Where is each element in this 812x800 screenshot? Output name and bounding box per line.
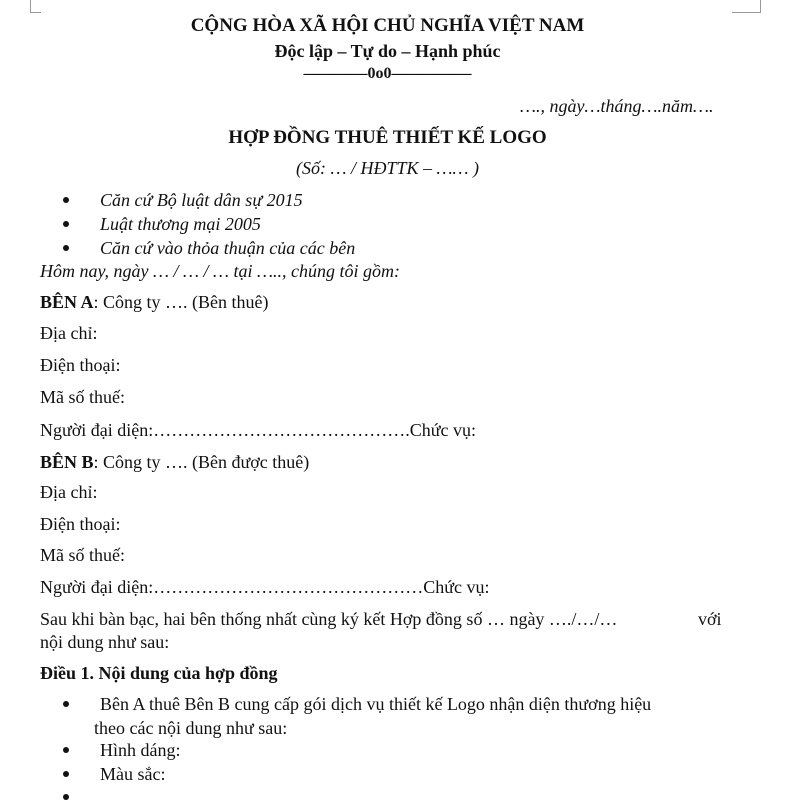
party-b-line [40,451,309,473]
header-separator: ――――0o0――――― [303,65,472,82]
intro-line: Hôm nay, ngày … / … / … tại ….., chúng tôi gồm: [40,261,400,281]
article-1-item: Bên A thuê Bên B cung cấp gói dịch vụ thiết kế Logo nhận diện thương hiệu [100,694,652,714]
article-1-item: Hình dáng: [100,740,181,760]
party-b-tax-code: Mã số thuế: [40,545,125,565]
legal-basis-item: Căn cứ Bộ luật dân sự 2015 [100,190,303,210]
bullet-icon [63,794,69,800]
article-1-heading: Điều 1. Nội dung của hợp đồng [40,663,278,683]
agreement-line-1-end: với [698,609,722,629]
legal-basis-item: Căn cứ vào thỏa thuận của các bên [100,238,356,258]
bullet-icon [63,245,69,251]
party-a-desc: : Công ty …. (Bên thuê) [93,292,269,312]
contract-number: (Số: … / HĐTTK – …… ) [295,158,480,178]
bullet-icon [63,747,69,753]
party-b-label: BÊN B [40,452,94,472]
article-1-item-continuation: theo các nội dung như sau: [94,718,288,738]
agreement-line-1: Sau khi bàn bạc, hai bên thống nhất cùng ký kết Hợp đồng số … ngày …./…/… [40,609,618,629]
party-b-phone: Điện thoại: [40,514,121,534]
article-1-item: Màu sắc: [100,764,166,784]
party-b-address: Địa chỉ: [40,482,98,502]
bullet-icon [63,701,69,707]
national-motto: Độc lập – Tự do – Hạnh phúc [274,41,501,61]
agreement-line-2: nội dung như sau: [40,632,170,652]
bullet-icon [63,221,69,227]
party-b-desc: : Công ty …. (Bên được thuê) [93,452,310,472]
page-corner-mark-right [732,0,761,13]
page-corner-mark-left [30,0,41,13]
bullet-icon [63,771,69,777]
party-a-tax-code: Mã số thuế: [40,387,125,407]
party-a-line [40,291,269,313]
contract-title: HỢP ĐỒNG THUÊ THIẾT KẾ LOGO [228,127,547,148]
party-a-label: BÊN A [40,292,94,312]
national-title: CỘNG HÒA XÃ HỘI CHỦ NGHĨA VIỆT NAM [190,15,585,36]
party-a-address: Địa chỉ: [40,323,98,343]
bullet-icon [63,197,69,203]
legal-basis-item: Luật thương mại 2005 [100,214,261,234]
party-a-phone: Điện thoại: [40,355,121,375]
date-line: …., ngày…tháng….năm…. [520,96,714,116]
party-b-representative: Người đại diện:………………………………………Chức vụ: [40,577,490,597]
party-a-representative: Người đại diện:…………………………………….Chức vụ: [40,420,477,440]
